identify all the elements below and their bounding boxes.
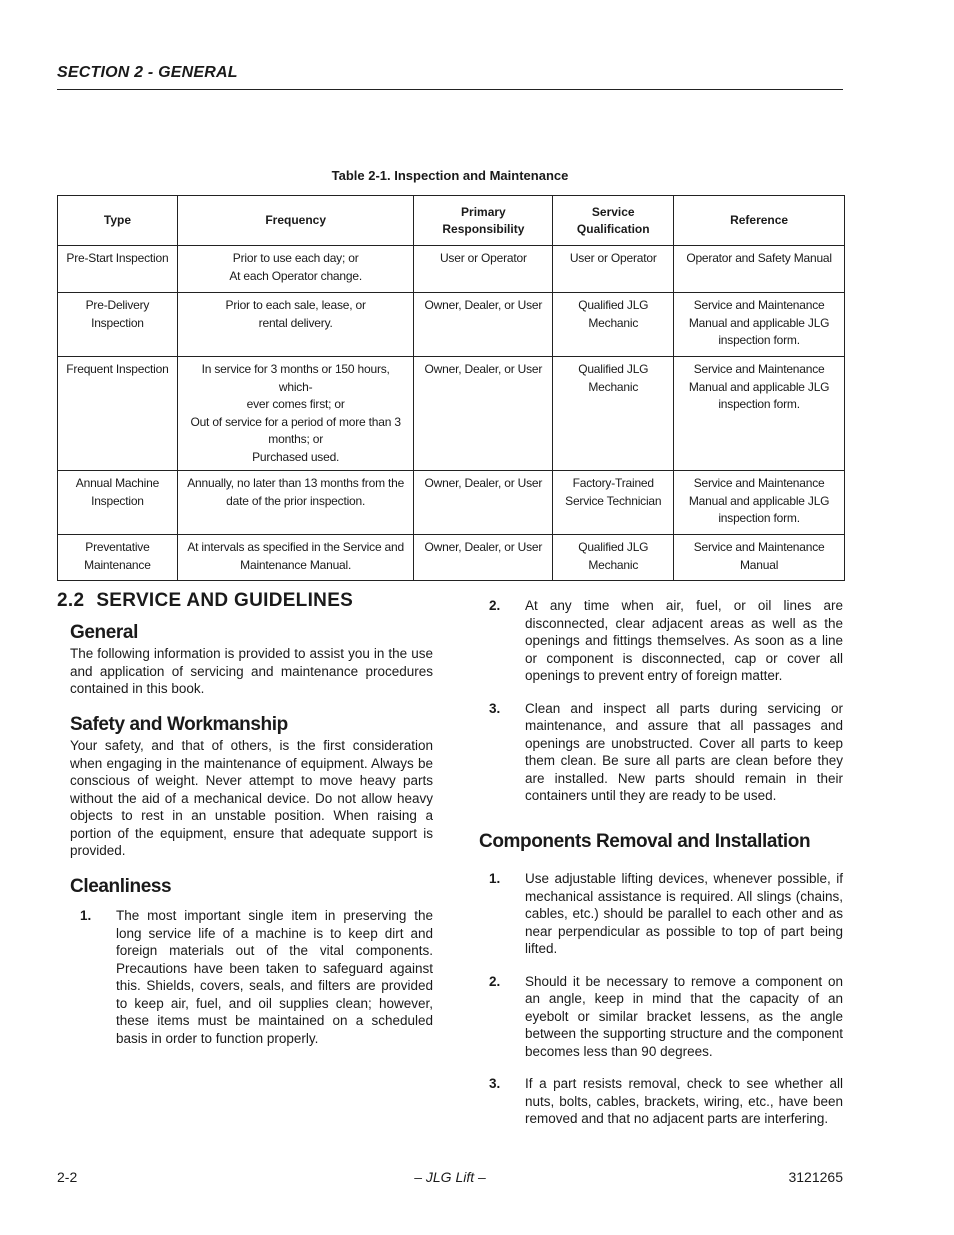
list-number: 1. <box>80 908 92 923</box>
cleanliness-heading: Cleanliness <box>70 875 172 897</box>
table-cell: Owner, Dealer, or User <box>414 535 553 581</box>
list-number: 3. <box>489 1076 501 1091</box>
table-cell: Annual Machine Inspection <box>58 471 178 535</box>
list-text: Should it be necessary to remove a component on an angle, keep in mind that the capacity of an eyebolt or similar bracket lessens, as the angle between the supporting structure and the component becomes less than 90 degrees. <box>525 973 843 1059</box>
left-column <box>57 592 433 1062</box>
safety-heading: Safety and Workmanship <box>70 713 288 735</box>
table-cell: Qualified JLG Mechanic <box>553 293 674 357</box>
section-header-title: SECTION 2 - GENERAL <box>57 64 238 81</box>
column-header-service-qualification: Service Qualification <box>553 196 674 246</box>
table-cell: Frequent Inspection <box>58 357 178 471</box>
table-cell: Operator and Safety Manual <box>674 246 845 293</box>
table-row <box>58 293 845 357</box>
column-header-type: Type <box>58 196 178 246</box>
column-header-primary-responsibility: Primary Responsibility <box>414 196 553 246</box>
document-number: 3121265 <box>788 1169 843 1185</box>
table-cell: In service for 3 months or 150 hours, which- ever comes first; or Out of service for a period of more than 3 months; or Purchased used. <box>177 357 414 471</box>
table-caption: Table 2-1. Inspection and Maintenance <box>331 168 569 183</box>
table-cell: Pre-Delivery Inspection <box>58 293 178 357</box>
table-cell: Pre-Start Inspection <box>58 246 178 293</box>
page-number: 2-2 <box>57 1169 78 1185</box>
table-cell: Service and Maintenance Manual and applicable JLG inspection form. <box>674 471 845 535</box>
list-item <box>80 907 433 1047</box>
list-text: Clean and inspect all parts during servicing or maintenance, and assure that all passages and openings are unobstructed. Cover all parts to keep them clean. Be sure all parts are clean before they are installed. New parts should remain in their containers until they are ready to be used. <box>525 700 843 803</box>
general-block <box>57 621 433 698</box>
page-header <box>57 64 843 90</box>
table-row <box>58 357 845 471</box>
column-header-frequency: Frequency <box>177 196 414 246</box>
table-cell: Preventative Maintenance <box>58 535 178 581</box>
column-header-reference: Reference <box>674 196 845 246</box>
table-cell: At intervals as specified in the Service and Maintenance Manual. <box>177 535 414 581</box>
section-title: SERVICE AND GUIDELINES <box>96 590 354 611</box>
components-heading: Components Removal and Installation <box>479 830 811 852</box>
table-cell: Owner, Dealer, or User <box>414 471 553 535</box>
table-header-row <box>58 196 845 246</box>
table-cell: Owner, Dealer, or User <box>414 357 553 471</box>
table-cell: Qualified JLG Mechanic <box>553 357 674 471</box>
table-cell: Factory-Trained Service Technician <box>553 471 674 535</box>
right-column <box>479 597 843 1143</box>
table-cell: Service and Maintenance Manual and applicable JLG inspection form. <box>674 357 845 471</box>
table-cell: Qualified JLG Mechanic <box>553 535 674 581</box>
list-item <box>489 1075 843 1128</box>
footer-brand: – JLG Lift – <box>414 1169 486 1185</box>
list-item <box>489 597 843 685</box>
safety-text: Your safety, and that of others, is the first consideration when engaging in the maintenance of equipment. Always be conscious of weight. Never attempt to move heavy parts without the aid of a mechanical device. Do not allow heavy objects to rest in an unstable position. When raising a portion of the equipment, ensure that adequate support is provided. <box>70 738 433 858</box>
table-row <box>58 471 845 535</box>
table-cell: Service and Maintenance Manual <box>674 535 845 581</box>
list-item <box>489 973 843 1061</box>
cleanliness-block <box>57 875 433 1048</box>
list-item <box>489 700 843 805</box>
table-cell: Prior to each sale, lease, or rental delivery. <box>177 293 414 357</box>
list-number: 1. <box>489 871 501 886</box>
list-text: At any time when air, fuel, or oil lines are disconnected, clear adjacent areas as well as the openings and fittings themselves. As soon as a line or component is disconnected, cap or cover all openings to prevent entry of foreign matter. <box>525 598 843 683</box>
general-text: The following information is provided to assist you in the use and application of servicing and maintenance procedures contained in this book. <box>70 646 433 696</box>
list-text: Use adjustable lifting devices, whenever possible, if mechanical assistance is required. All slings (chains, cables, etc.) should be parallel to each other and as near perpendicular as possible to top of part being lifted. <box>525 871 843 956</box>
list-number: 3. <box>489 700 501 716</box>
safety-block <box>57 713 433 860</box>
list-text: If a part resists removal, check to see whether all nuts, bolts, cables, brackets, wiring, etc., have been removed and that no adjacent parts are interfering. <box>525 1076 843 1126</box>
list-number: 2. <box>489 598 501 613</box>
table-cell: Prior to use each day; or At each Operator change. <box>177 246 414 293</box>
list-number: 2. <box>489 973 501 989</box>
table-cell: Service and Maintenance Manual and applicable JLG inspection form. <box>674 293 845 357</box>
table-cell: Owner, Dealer, or User <box>414 293 553 357</box>
table-cell: User or Operator <box>553 246 674 293</box>
section-number: 2.2 <box>57 590 85 611</box>
table-row <box>58 246 845 293</box>
table-cell: Annually, no later than 13 months from the date of the prior inspection. <box>177 471 414 535</box>
general-heading: General <box>70 621 138 643</box>
table-row <box>58 535 845 581</box>
list-item <box>489 870 843 958</box>
table-cell: User or Operator <box>414 246 553 293</box>
list-text: The most important single item in preserving the long service life of a machine is to keep dirt and foreign materials out of the vital components. Precautions have been taken to safeguard against this. Shields, covers, seals, and filters are provided to keep air, fuel, and oil supplies clean; however, these items must be maintained on a scheduled basis in order to function properly. <box>116 908 433 1046</box>
section-heading <box>57 592 433 610</box>
inspection-maintenance-table <box>57 195 845 581</box>
